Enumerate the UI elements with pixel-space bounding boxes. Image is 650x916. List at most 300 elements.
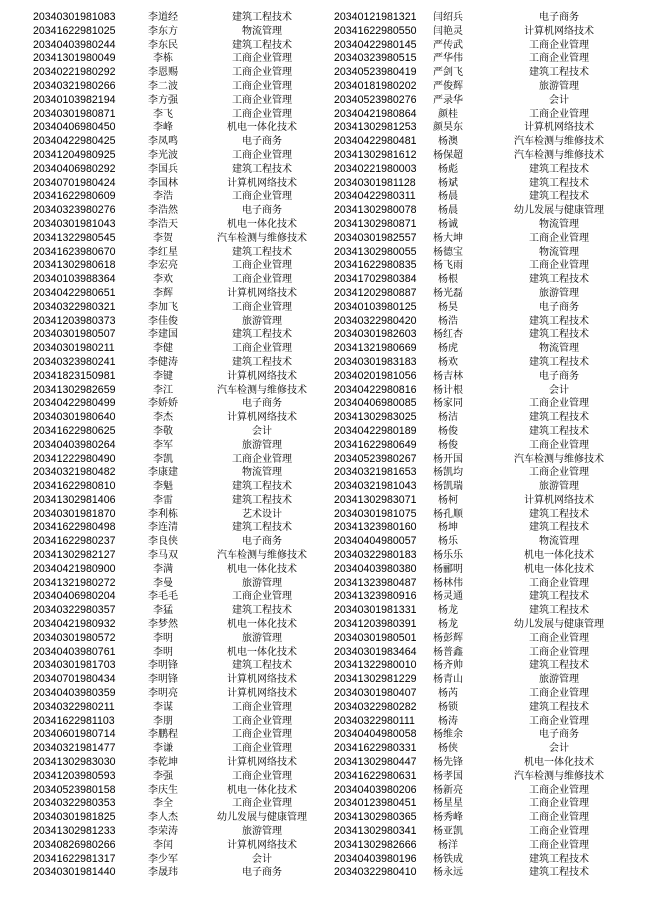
student-major-left: 会计 [252,425,272,437]
student-major-left: 工商企业管理 [232,108,292,120]
table-row [0,149,650,163]
student-major-right: 工商企业管理 [529,812,589,824]
student-id-left: 20340321980482 [33,466,116,479]
student-id-left: 20340301980572 [33,631,116,644]
table-row [0,356,650,370]
student-name-left: 李人杰 [148,812,178,824]
table-row [0,646,650,660]
student-name-right: 杨孔顺 [433,508,463,520]
student-major-right: 建筑工程技术 [529,701,589,713]
student-name-right: 杨光磊 [433,287,463,299]
student-name-left: 李闰 [153,839,173,851]
student-id-left: 20340323980276 [33,204,116,217]
student-id-right: 20340321981043 [334,480,417,493]
table-row [0,25,650,39]
table-row [0,39,650,53]
student-major-left: 建筑工程技术 [232,660,292,672]
student-id-left: 20340422980651 [33,286,116,299]
student-id-right: 20341302981229 [334,673,417,686]
table-row [0,246,650,260]
student-major-left: 旅游管理 [242,826,282,838]
student-name-right: 杨锁 [438,701,458,713]
student-major-right: 工商企业管理 [529,798,589,810]
student-name-left: 李江 [153,384,173,396]
student-name-left: 李梦然 [148,619,178,631]
student-name-left: 李建国 [148,329,178,341]
student-id-right: 20340301981128 [334,176,416,189]
student-name-left: 李强 [153,770,173,782]
table-row [0,618,650,632]
student-id-left: 20340321980266 [33,79,116,92]
student-name-right: 严华伟 [433,53,463,65]
student-id-left: 20340403980264 [33,438,116,451]
student-major-left: 汽车检测与维修技术 [217,384,307,396]
student-major-right: 建筑工程技术 [529,274,589,286]
student-id-right: 20341323980160 [334,521,417,534]
student-major-left: 工商企业管理 [232,343,292,355]
student-name-right: 杨吉林 [433,370,463,382]
student-id-right: 20340422980311 [334,190,416,203]
student-name-right: 杨永远 [433,867,463,879]
student-major-left: 机电一体化技术 [227,646,297,658]
student-id-right: 20341302980447 [334,756,417,769]
student-id-right: 20340301980407 [334,687,417,700]
student-major-right: 工商企业管理 [529,688,589,700]
student-id-right: 20341302980055 [334,245,417,258]
student-major-left: 工商企业管理 [232,53,292,65]
student-id-right: 20340422980189 [334,424,417,437]
student-id-left: 20340301980640 [33,411,116,424]
student-name-left: 李利栋 [148,508,178,520]
student-id-left: 20340221980292 [33,66,116,79]
student-name-left: 李魁 [153,481,173,493]
student-id-left: 20340701980424 [33,176,116,189]
table-row [0,11,650,25]
student-name-left: 李杰 [153,412,173,424]
student-name-right: 颜昊东 [433,122,463,134]
student-id-right: 20340523980419 [334,66,417,79]
student-id-right: 20341302981253 [334,121,417,134]
student-name-left: 李浩天 [148,218,178,230]
table-row [0,811,650,825]
student-major-right: 建筑工程技术 [529,425,589,437]
student-id-left: 20340421980932 [33,618,116,631]
student-id-left: 20340322980321 [33,300,116,313]
student-major-left: 工商企业管理 [232,701,292,713]
student-name-right: 杨孝国 [433,770,463,782]
student-name-left: 李良侠 [148,536,178,548]
table-row [0,604,650,618]
student-major-left: 电子商务 [242,205,282,217]
student-id-right: 20341622980835 [334,259,417,272]
student-name-right: 严剑飞 [433,67,463,79]
student-id-right: 20340422980481 [334,135,417,148]
student-name-left: 李庆生 [148,784,178,796]
student-id-left: 20340523980158 [33,783,116,796]
student-id-right: 20341202980887 [334,286,417,299]
student-id-left: 20341302983030 [33,756,116,769]
student-major-left: 旅游管理 [242,577,282,589]
student-major-right: 建筑工程技术 [529,867,589,879]
student-major-right: 建筑工程技术 [529,522,589,534]
table-row [0,80,650,94]
student-name-left: 李峰 [153,122,173,134]
table-row [0,549,650,563]
student-name-right: 杨飞雨 [433,260,463,272]
student-name-right: 杨昊 [438,301,458,313]
table-row [0,480,650,494]
student-id-right: 20340322980183 [334,549,417,562]
student-major-left: 机电一体化技术 [227,619,297,631]
student-name-right: 杨彭辉 [433,632,463,644]
student-major-right: 会计 [549,743,569,755]
table-row [0,632,650,646]
student-major-right: 电子商务 [539,12,579,23]
student-name-left: 李朋 [153,715,173,727]
student-major-right: 汽车检测与维修技术 [514,453,604,465]
student-id-left: 20340103982194 [33,93,116,106]
student-major-right: 工商企业管理 [529,53,589,65]
student-name-left: 李贺 [153,232,173,244]
student-major-right: 电子商务 [539,729,579,741]
student-major-right: 幼儿发展与健康管理 [514,205,604,217]
student-name-right: 杨浩 [438,315,458,327]
student-name-left: 李国林 [148,177,178,189]
student-name-right: 杨先锋 [433,757,463,769]
table-row [0,425,650,439]
student-major-right: 物流管理 [539,246,579,258]
student-major-left: 工商企业管理 [232,260,292,272]
student-name-left: 李毛毛 [148,591,178,603]
student-major-left: 机电一体化技术 [227,218,297,230]
student-major-right: 工商企业管理 [529,39,589,51]
student-name-left: 李佳俊 [148,315,178,327]
table-row [0,315,650,329]
student-id-right: 20341622980631 [334,769,417,782]
student-name-right: 杨凯瑞 [433,481,463,493]
student-id-right: 20341622980649 [334,438,417,451]
student-name-right: 杨龙 [438,619,458,631]
student-name-right: 闫艳灵 [433,25,463,37]
student-id-right: 20341203980391 [334,618,417,631]
student-id-left: 20340422980499 [33,397,116,410]
student-name-left: 李凯 [153,453,173,465]
student-id-left: 20340301981870 [33,507,116,520]
student-name-right: 杨大坤 [433,232,463,244]
student-major-left: 计算机网络技术 [227,674,297,686]
student-major-right: 电子商务 [539,301,579,313]
student-id-right: 20340201981056 [334,369,417,382]
student-name-left: 李键 [153,370,173,382]
student-name-left: 李雷 [153,494,173,506]
student-major-right: 计算机网络技术 [524,494,594,506]
student-name-left: 李宏亮 [148,260,178,272]
student-name-left: 李国兵 [148,163,178,175]
student-name-left: 李荣涛 [148,826,178,838]
student-major-left: 电子商务 [242,536,282,548]
student-id-left: 20341622981103 [33,714,115,727]
student-id-right: 20340421980864 [334,107,417,120]
student-name-right: 杨柯 [438,494,458,506]
student-name-left: 李明锋 [148,660,178,672]
student-name-left: 李谦 [153,743,173,755]
student-id-right: 20340403980380 [334,562,417,575]
student-major-right: 旅游管理 [539,80,579,92]
student-id-right: 20340322980111 [334,714,415,727]
student-name-left: 李浩 [153,191,173,203]
table-row [0,577,650,591]
student-id-left: 20340301981440 [33,866,116,879]
student-major-left: 电子商务 [242,867,282,879]
student-name-right: 杨乐乐 [433,550,463,562]
student-id-left: 20340406980204 [33,590,116,603]
student-major-right: 物流管理 [539,218,579,230]
student-major-right: 机电一体化技术 [524,757,594,769]
student-major-left: 机电一体化技术 [227,122,297,134]
student-major-right: 旅游管理 [539,674,579,686]
student-id-left: 20340421980900 [33,562,116,575]
student-major-left: 机电一体化技术 [227,563,297,575]
student-id-left: 20341322980545 [33,231,116,244]
table-row [0,218,650,232]
student-major-right: 汽车检测与维修技术 [514,136,604,148]
student-name-right: 杨根 [438,274,458,286]
student-id-right: 20341323980487 [334,576,417,589]
table-row [0,108,650,122]
student-major-right: 旅游管理 [539,287,579,299]
student-id-left: 20341622980625 [33,424,116,437]
student-major-left: 计算机网络技术 [227,757,297,769]
student-major-right: 汽车检测与维修技术 [514,770,604,782]
student-name-left: 李康建 [148,467,178,479]
student-name-right: 杨俊 [438,425,458,437]
table-row [0,163,650,177]
student-id-left: 20341302982127 [33,549,116,562]
student-id-left: 20341302981406 [33,493,116,506]
student-name-right: 杨灵通 [433,591,463,603]
student-id-left: 20341622980498 [33,521,116,534]
student-name-left: 李光波 [148,149,178,161]
student-major-left: 工商企业管理 [232,94,292,106]
student-id-right: 20340322980420 [334,314,417,327]
student-name-right: 杨家同 [433,398,463,410]
student-id-right: 20341622980331 [334,742,417,755]
student-name-right: 杨晨 [438,205,458,217]
student-id-right: 20341302983025 [334,411,417,424]
student-name-right: 杨芮 [438,688,458,700]
student-name-right: 杨涛 [438,715,458,727]
table-row [0,728,650,742]
student-major-left: 工商企业管理 [232,67,292,79]
student-id-left: 20340103988364 [33,273,116,286]
student-major-left: 建筑工程技术 [232,481,292,493]
student-id-right: 20341322980010 [334,659,417,672]
student-id-right: 20340181980202 [334,79,417,92]
student-id-left: 20341203980373 [33,314,116,327]
table-row [0,204,650,218]
table-row [0,384,650,398]
student-name-left: 李谋 [153,701,173,713]
table-row [0,439,650,453]
table-row [0,370,650,384]
table-row [0,66,650,80]
student-id-left: 20340701980434 [33,673,116,686]
student-major-right: 建筑工程技术 [529,315,589,327]
student-major-left: 工商企业管理 [232,453,292,465]
student-major-left: 会计 [252,853,272,865]
student-name-right: 严传武 [433,39,463,51]
student-name-right: 杨林伟 [433,577,463,589]
student-name-right: 杨诚 [438,218,458,230]
table-row [0,590,650,604]
student-name-right: 杨洁 [438,412,458,424]
table-row [0,521,650,535]
student-major-left: 建筑工程技术 [232,246,292,258]
student-id-right: 20341302981612 [334,148,417,161]
student-major-right: 工商企业管理 [529,784,589,796]
student-major-right: 旅游管理 [539,481,579,493]
student-name-left: 李军 [153,439,173,451]
student-name-right: 杨郦明 [433,563,463,575]
student-name-left: 李栋 [153,53,173,65]
student-name-right: 杨新亮 [433,784,463,796]
student-id-right: 20340404980057 [334,535,417,548]
student-name-right: 杨俊 [438,439,458,451]
student-major-right: 建筑工程技术 [529,412,589,424]
student-id-right: 20341702980384 [334,273,417,286]
student-major-right: 机电一体化技术 [524,550,594,562]
table-row [0,535,650,549]
student-id-right: 20341302980871 [334,217,417,230]
student-major-left: 工商企业管理 [232,191,292,203]
table-row [0,508,650,522]
table-row [0,177,650,191]
student-major-right: 工商企业管理 [529,646,589,658]
student-id-right: 20340301981075 [334,507,417,520]
student-id-left: 20340406980292 [33,162,116,175]
student-major-left: 旅游管理 [242,439,282,451]
student-id-right: 20340321981653 [334,466,417,479]
student-name-left: 李晟玮 [148,867,178,879]
table-row [0,328,650,342]
student-id-right: 20340323980515 [334,52,417,65]
student-major-right: 工商企业管理 [529,715,589,727]
student-id-left: 20340322980357 [33,604,116,617]
student-major-right: 工商企业管理 [529,439,589,451]
student-major-right: 会计 [549,94,569,106]
student-name-left: 李健涛 [148,356,178,368]
student-name-left: 李恩赐 [148,67,178,79]
student-name-right: 杨齐帅 [433,660,463,672]
student-major-right: 建筑工程技术 [529,177,589,189]
student-name-left: 李东方 [148,25,178,37]
student-major-right: 工商企业管理 [529,826,589,838]
student-id-right: 20340301982603 [334,328,417,341]
student-name-right: 杨龙 [438,605,458,617]
student-id-left: 20340321981477 [33,742,116,755]
student-id-right: 20340322980282 [334,700,417,713]
student-id-right: 20340221980003 [334,162,417,175]
student-major-right: 计算机网络技术 [524,25,594,37]
student-major-left: 计算机网络技术 [227,688,297,700]
table-row [0,259,650,273]
table-row [0,866,650,880]
student-major-right: 工商企业管理 [529,467,589,479]
student-major-right: 建筑工程技术 [529,591,589,603]
student-id-left: 20341302982659 [33,383,116,396]
student-name-right: 杨亚凯 [433,826,463,838]
table-row [0,94,650,108]
student-name-left: 李辉 [153,287,173,299]
student-id-right: 20340403980206 [334,783,417,796]
student-name-left: 李飞 [153,108,173,120]
student-id-left: 20341622981025 [33,24,116,37]
student-id-right: 20341323980916 [334,590,417,603]
table-row [0,190,650,204]
student-major-left: 建筑工程技术 [232,356,292,368]
student-id-right: 20340422980816 [334,383,417,396]
student-name-right: 杨欢 [438,356,458,368]
student-major-left: 计算机网络技术 [227,839,297,851]
student-id-left: 20340301980871 [33,107,116,120]
student-major-left: 旅游管理 [242,632,282,644]
student-name-right: 闫绍兵 [433,12,463,23]
student-major-left: 电子商务 [242,398,282,410]
student-id-right: 20340103980125 [334,300,417,313]
student-name-right: 杨彪 [438,163,458,175]
student-name-left: 李加飞 [148,301,178,313]
student-id-right: 20340301981331 [334,604,417,617]
table-row [0,742,650,756]
student-major-right: 计算机网络技术 [524,122,594,134]
student-major-right: 建筑工程技术 [529,191,589,203]
table-row [0,839,650,853]
student-id-left: 20341302981233 [33,825,116,838]
student-id-right: 20341622980550 [334,24,417,37]
student-major-left: 建筑工程技术 [232,605,292,617]
table-row [0,466,650,480]
student-name-left: 李东民 [148,39,178,51]
student-name-left: 李猛 [153,605,173,617]
student-name-right: 杨坤 [438,522,458,534]
table-row [0,135,650,149]
student-major-right: 建筑工程技术 [529,67,589,79]
student-major-left: 汽车检测与维修技术 [217,232,307,244]
student-id-right: 20340301982557 [334,231,417,244]
student-major-left: 旅游管理 [242,315,282,327]
table-row [0,301,650,315]
student-id-right: 20340403980196 [334,852,417,865]
student-major-left: 计算机网络技术 [227,370,297,382]
student-major-left: 电子商务 [242,136,282,148]
table-row [0,287,650,301]
student-id-right: 20340322980410 [334,866,417,879]
student-major-left: 建筑工程技术 [232,12,292,23]
student-name-right: 杨维余 [433,729,463,741]
student-major-left: 工商企业管理 [232,301,292,313]
student-name-right: 杨洋 [438,839,458,851]
student-major-left: 建筑工程技术 [232,329,292,341]
student-name-right: 杨虎 [438,343,458,355]
student-major-right: 物流管理 [539,343,579,355]
table-row [0,232,650,246]
student-id-left: 20340403980244 [33,38,116,51]
student-id-left: 20340301980211 [33,342,115,355]
student-id-left: 20341301980049 [33,52,116,65]
student-id-left: 20341622980237 [33,535,116,548]
student-major-right: 工商企业管理 [529,398,589,410]
student-id-left: 20340322980211 [33,700,115,713]
